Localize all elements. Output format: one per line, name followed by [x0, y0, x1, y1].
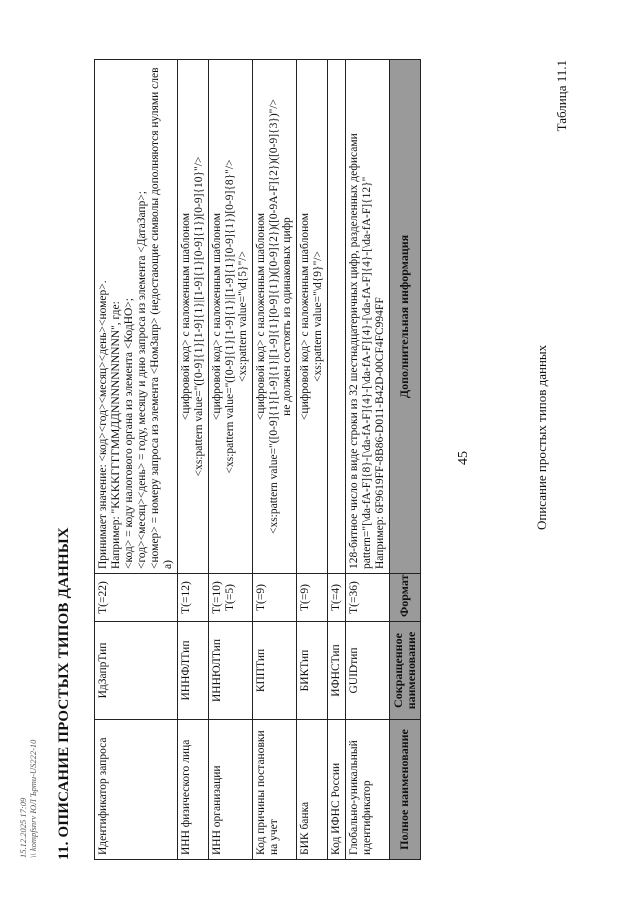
info-line: <цифровой код> с наложенным шаблоном	[299, 212, 311, 421]
print-stamp	[18, 740, 38, 858]
cell-short-name: ИННЮЛТип	[209, 622, 253, 720]
cell-info	[297, 60, 328, 574]
header-short-name: Сокращенное наименование	[390, 622, 421, 720]
cell-info	[95, 60, 178, 574]
info-line: 128-битное число в виде строки из 32 шестнадцатеричных цифр, разделенных дефисами	[348, 133, 360, 569]
table-row	[346, 60, 390, 860]
rotated-content	[18, 60, 604, 860]
info-line: <цифровой код> с наложенным шаблоном	[180, 212, 192, 421]
cell-format: T(=9)	[297, 574, 328, 622]
simple-types-table	[94, 59, 421, 860]
cell-full-name: ИНН организации	[209, 720, 253, 860]
table-row	[297, 60, 328, 860]
info-line: <год><месяц><день> = году, месяцу и дню запроса из элемента <ДатаЗапр>;	[136, 190, 148, 569]
info-line: <xs:pattern value="([0-9]{1}[1-9]{1}|[1-9]{1}[0-9]{1})[0-9]{8}"/>	[224, 159, 236, 474]
cell-full-name: ИНН физического лица	[178, 720, 209, 860]
cell-info	[346, 60, 390, 574]
info-line: <xs:pattern value="\d{5}"/>	[237, 251, 249, 382]
info-line: pattern="[\da-fA-F]{8}-[\da-fA-F]{4}-[\da-fA-F]{4}-[\da-fA-F]{4}-[\da-fA-F]{12}"	[361, 176, 373, 569]
cell-format: T(=12)	[178, 574, 209, 622]
info-line: Принимает значение: <код><год><месяц><день><номер>.	[97, 280, 109, 569]
table-body	[95, 60, 390, 860]
cell-info	[178, 60, 209, 574]
info-line: Например: "KKKKГГГГММДДNNNNNNNNNN", где:	[110, 301, 122, 569]
cell-short-name: КППТип	[253, 622, 297, 720]
cell-info	[209, 60, 253, 574]
cell-short-name: БИКТип	[297, 622, 328, 720]
cell-info	[253, 60, 297, 574]
cell-full-name: БИК банка	[297, 720, 328, 860]
page-number: 45	[456, 451, 471, 465]
cell-short-name: GUIDтип	[346, 622, 390, 720]
section-title: 11. ОПИСАНИЕ ПРОСТЫХ ТИПОВ ДАННЫХ	[56, 527, 72, 860]
info-line: <код> = коду налогового органа из элемента <КодНО>;	[123, 298, 135, 569]
cell-format: T(=10) T(=5)	[209, 574, 253, 622]
cell-full-name: Идентификатор запроса	[95, 720, 178, 860]
table-row	[95, 60, 178, 860]
stamp-date: 15.12.2025 17:09	[18, 797, 28, 858]
stamp-path: \\ kompfsnrv ЮЛ Ърти-US222-10	[28, 739, 38, 858]
info-line: <номер> = номеру запроса из элемента <НомЗапр> (недостающие символы дополняются нулями слева)	[149, 67, 174, 569]
cell-info	[328, 60, 346, 574]
cell-short-name: ИдЗапрТип	[95, 622, 178, 720]
cell-full-name: Глобально-уникальный идентификатор	[346, 720, 390, 860]
table-row	[209, 60, 253, 860]
table-row	[253, 60, 297, 860]
table-row	[328, 60, 346, 860]
cell-format: T(=36)	[346, 574, 390, 622]
cell-short-name: ИННФЛТип	[178, 622, 209, 720]
cell-full-name: Код ИФНС России	[328, 720, 346, 860]
cell-format: T(=9)	[253, 574, 297, 622]
table-label: Таблица 11.1	[554, 60, 569, 132]
table-row	[178, 60, 209, 860]
info-line: <xs:pattern value="([0-9]{1}[1-9]{1}|[1-9]{1}[0-9]{1})([0-9]{2})([0-9A-F]{2})([0-9]{3})"/>	[268, 98, 280, 535]
info-line: <цифровой код> с наложенным шаблоном	[255, 212, 267, 421]
cell-short-name: ИФНСТип	[328, 622, 346, 720]
info-line: не должен состоять из одинаковых цифр	[281, 217, 293, 416]
header-format: Формат	[390, 574, 421, 622]
info-line: <xs:pattern value="\d{9}"/>	[312, 251, 324, 382]
info-line: <цифровой код> с наложенным шаблоном	[211, 212, 223, 421]
info-line: Например: 6F9619FF-8B86-D011-B42D-00CF4FC994FF	[374, 297, 386, 569]
cell-format: T(=4)	[328, 574, 346, 622]
header-full-name: Полное наименование	[390, 720, 421, 860]
table-header-row	[390, 60, 421, 860]
info-line: <xs:pattern value="([0-9]{1}[1-9]{1}|[1-9]{1}[0-9]{1})[0-9]{10}"/>	[193, 156, 205, 477]
cell-format: T(=22)	[95, 574, 178, 622]
table-caption: Описание простых типов данных	[534, 344, 549, 530]
header-info: Дополнительная информация	[390, 60, 421, 574]
cell-full-name: Код причины постановки на учет	[253, 720, 297, 860]
